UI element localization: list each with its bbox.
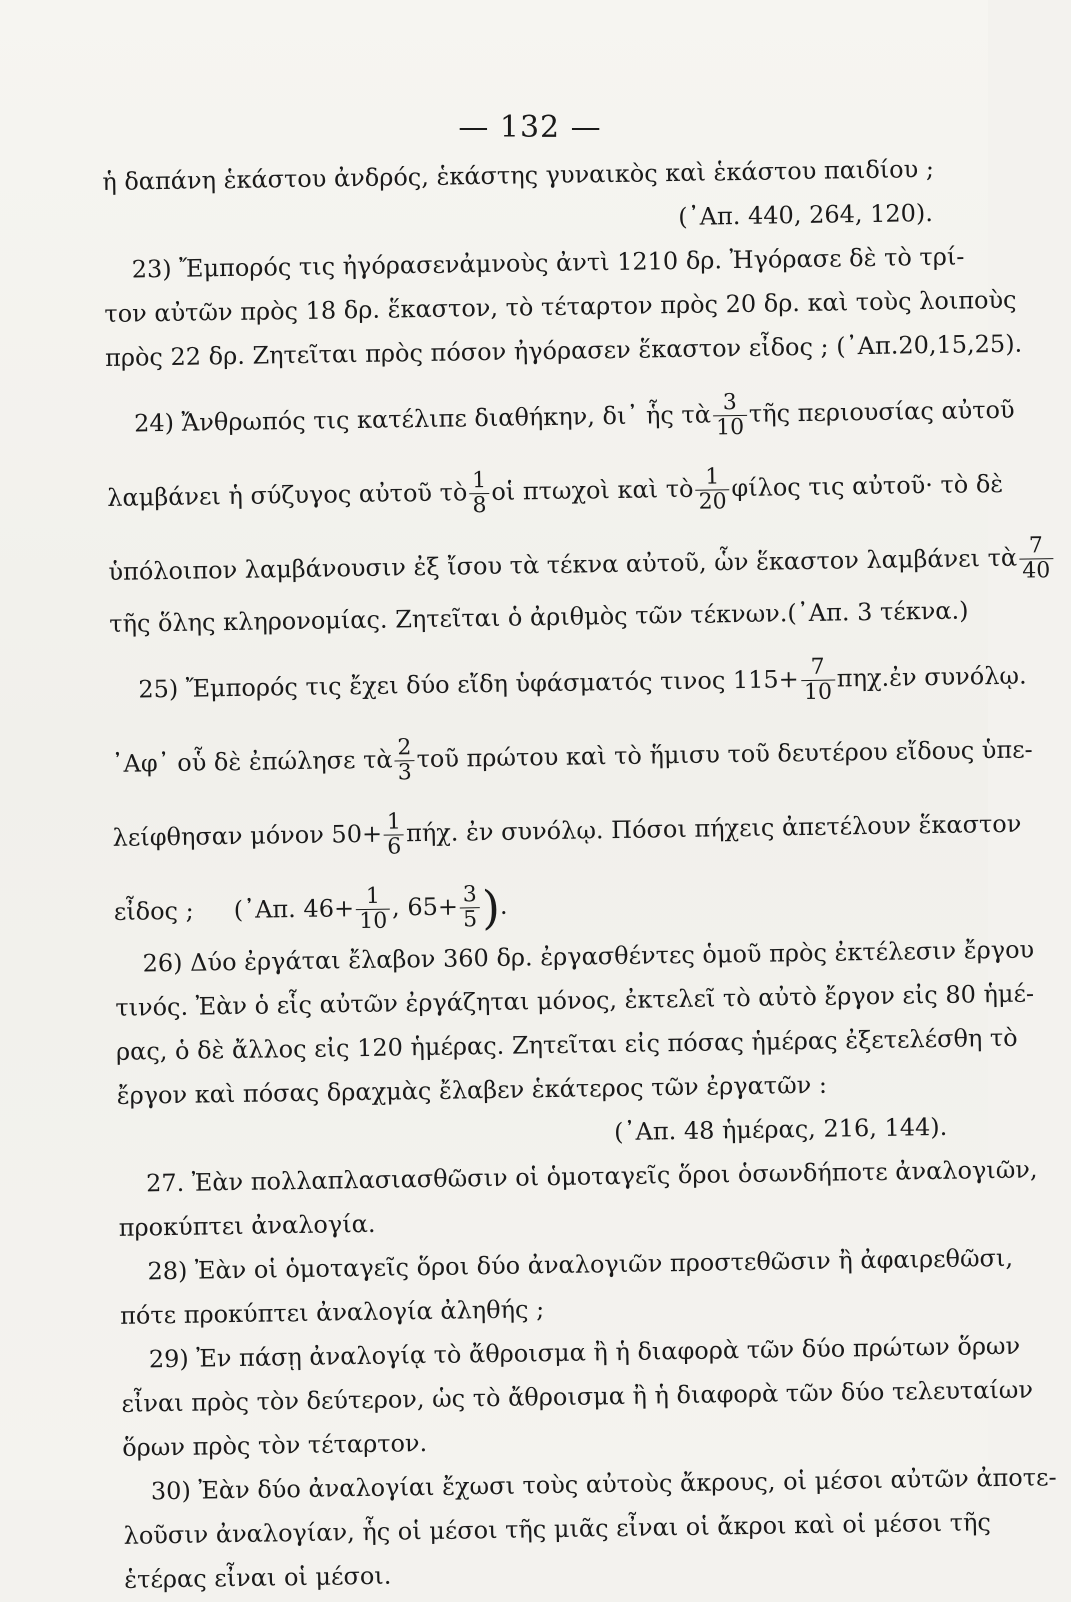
text-span: τῆς ὅλης κληρονομίας. Ζητεῖται ὁ ἀριθμὸς τῶν τέκνων.	[109, 599, 788, 638]
fraction	[1019, 534, 1054, 584]
fraction-numerator: 7	[800, 656, 834, 682]
text-span: ἡ δαπάνη ἑκάστου ἀνδρός, ἑκάστης γυναικὸς καὶ ἑκάστου παιδίου ;	[102, 154, 935, 196]
text-span: εἶναι πρὸς τὸν δεύτερον, ὡς τὸ ἄθροισμα ἢ ἡ διαφορὰ τῶν δύο τελευταίων	[121, 1375, 1034, 1418]
problem-24	[106, 380, 1015, 454]
answer-text: (᾿Απ. 48 ἡμέρας, 216, 144).	[613, 1112, 948, 1147]
answer-text: , 65+	[391, 892, 459, 922]
fraction-denominator: 20	[698, 489, 727, 515]
fraction-denominator: 3	[397, 760, 412, 786]
text-span: τοῦ πρώτου καὶ τὸ ἥμισυ τοῦ δευτέρου εἴδους ὑπε-	[416, 735, 1033, 774]
text-span: πρὸς 22 δρ. Ζητεῖται πρὸς πόσον ἠγόρασεν ἕκαστον εἶδος ; (᾿Απ.20,15,25).	[104, 329, 1023, 372]
text-span: τῆς περιουσίας αὐτοῦ	[748, 395, 1015, 428]
fraction-denominator: 10	[359, 908, 388, 935]
text-span: 25) Ἔμπορός τις ἔχει δύο εἴδη ὑφάσματός τινος 115+	[138, 665, 800, 704]
text-span: εἶδος ;	[113, 896, 194, 926]
fraction-numerator: 3	[460, 883, 480, 908]
text-span: 24) Ἄνθρωπός τις κατέλιπε διαθήκην, δι᾿ ἧς τὰ	[133, 400, 712, 438]
text-span: προκύπτει ἀναλογία.	[118, 1209, 376, 1242]
text-span: τον αὐτῶν πρὸς 18 δρ. ἕκαστον, τὸ τέταρτον πρὸς 20 δρ. καὶ τοὺς λοιποὺς	[104, 285, 1017, 328]
text-line	[112, 794, 1022, 868]
fraction-numerator: 1	[384, 810, 404, 835]
fraction-numerator: 1	[695, 465, 729, 491]
fraction-denominator: 8	[472, 493, 487, 519]
fraction-numerator: 3	[713, 391, 747, 417]
fraction-denominator: 10	[803, 679, 833, 706]
text-span: 23) Ἔμπορός τις ἠγόρασεν	[131, 250, 460, 284]
text-span: λείφθησαν μόνον 50+	[112, 819, 383, 852]
fraction-numerator: 2	[394, 736, 414, 761]
fraction-denominator: 40	[1022, 558, 1051, 584]
text-span: ὑπόλοιπον λαμβάνουσιν ἐξ ἴσου τὰ τέκνα αὐτοῦ, ὧν ἕκαστον λαμβάνει τὰ	[108, 543, 1018, 586]
text-span: λαμβάνει ἡ σύζυγος αὐτοῦ τὸ	[107, 478, 468, 512]
text-span: 27. Ἐὰν πολλαπλασιασθῶσιν οἱ ὁμοταγεῖς ὅροι ὁσωνδήποτε ἀναλογιῶν,	[145, 1155, 1038, 1198]
text-line	[107, 454, 1004, 528]
text-span: 26) Δύο ἐργάται ἔλαβον 360 δρ. ἐργασθέντες ὁμοῦ πρὸς ἐκτέλεσιν ἔργου	[142, 935, 1035, 978]
close-paren: )	[481, 880, 501, 935]
fraction	[356, 885, 391, 935]
fraction	[394, 736, 415, 785]
text-span: οἱ πτωχοὶ καὶ τὸ	[491, 474, 694, 506]
fraction	[713, 391, 748, 441]
fraction	[460, 883, 481, 932]
problem-25	[110, 646, 1027, 720]
text-span: ἔργον καὶ πόσας δραχμὰς ἔλαβεν ἑκάτερος τῶν ἐργατῶν :	[116, 1070, 828, 1110]
text-span: λοῦσιν ἀναλογίαν, ἧς οἱ μέσοι τῆς μιᾶς εἶναι οἱ ἄκροι καὶ οἱ μέσοι τῆς	[123, 1508, 992, 1550]
text-span: 28) Ἐὰν οἱ ὁμοταγεῖς ὅροι δύο ἀναλογιῶν προστεθῶσιν ἢ ἀφαιρεθῶσι,	[147, 1243, 1014, 1286]
text-span: πήχ. ἐν συνόλῳ. Πόσοι πήχεις ἀπετέλουν ἕκαστον	[405, 809, 1022, 848]
text-span: φίλος τις αὐτοῦ· τὸ δὲ	[731, 469, 1004, 503]
fraction-numerator: 1	[356, 885, 390, 911]
fraction	[384, 810, 405, 859]
text-span: ἑτέρας εἶναι οἱ μέσοι.	[124, 1561, 392, 1594]
fraction-denominator: 6	[387, 834, 402, 860]
answer-text: (᾿Απ. 46+	[233, 894, 355, 925]
page-text	[102, 146, 1057, 1601]
text-span: πηχ.ἐν συνόλῳ.	[836, 661, 1027, 693]
text-span: ρας, ὁ δὲ ἄλλος εἰς 120 ἡμέρας. Ζητεῖται εἰς πόσας ἡμέρας ἐξετελέσθη τὸ	[115, 1023, 1018, 1066]
fraction	[469, 469, 490, 518]
fraction	[695, 465, 730, 515]
text-span: 29) Ἐν πάσῃ ἀναλογίᾳ τὸ ἄθροισμα ἢ ἡ διαφορὰ τῶν δύο πρώτων ὅρων	[148, 1331, 1021, 1374]
page-number: — 132 —	[458, 110, 602, 145]
answer-text: (᾿Απ. 440, 264, 120).	[678, 198, 934, 231]
fraction-denominator: 5	[462, 907, 478, 933]
fraction	[800, 656, 835, 706]
text-span: πότε προκύπτει ἀναλογία ἀληθής ;	[119, 1295, 545, 1330]
text-span: ὅρων πρὸς τὸν τέταρτον.	[122, 1429, 428, 1462]
text-line	[111, 720, 1033, 794]
text-span: ᾿Αφ᾿ οὗ δὲ ἐπώλησε τὰ	[111, 745, 393, 778]
fraction-numerator: 7	[1019, 534, 1053, 560]
period: .	[499, 891, 508, 920]
fraction-denominator: 10	[715, 414, 745, 441]
text-span: ἀμνοὺς ἀντὶ 1210 δρ. Ἠγόρασε δὲ τὸ τρί-	[459, 242, 965, 279]
text-span: 30) Ἐὰν δύο ἀναλογίαι ἔχωσι τοὺς αὐτοὺς ἄκρους, οἱ μέσοι αὐτῶν ἀποτε-	[150, 1463, 1057, 1506]
answer-text: (᾿Απ. 3 τέκνα.)	[787, 596, 969, 628]
text-span: τινός. Ἐὰν ὁ εἷς αὐτῶν ἐργάζηται μόνος, ἐκτελεῖ τὸ αὐτὸ ἔργον εἰς 80 ἡμέ-	[115, 979, 1035, 1022]
fraction-numerator: 1	[469, 469, 489, 494]
